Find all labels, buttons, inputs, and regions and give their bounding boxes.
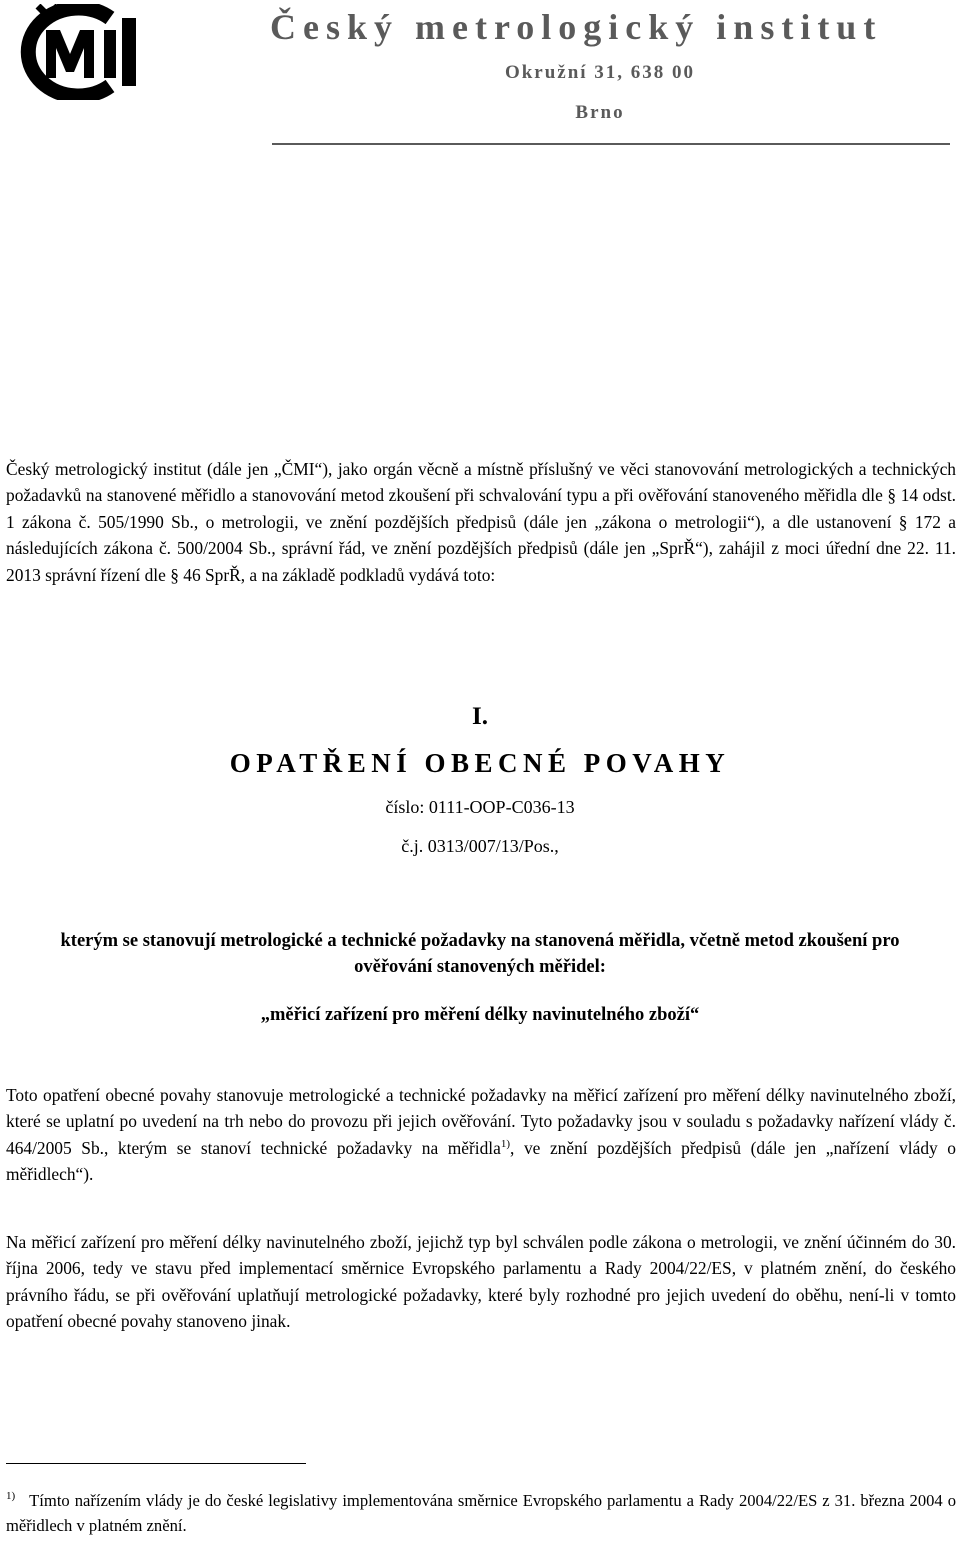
subject-statement [0, 928, 960, 980]
footnote [6, 1488, 956, 1538]
footnote-divider [6, 1463, 306, 1464]
section-number: I. [472, 703, 488, 730]
body-paragraph-1-text-cont: , ve znění pozdějších předpisů (dále jen „nařízení vlády o měřidlech“). [6, 1137, 956, 1185]
cmi-logo [6, 4, 138, 100]
body-paragraph-1 [6, 1082, 956, 1188]
address-city: Brno [575, 102, 625, 123]
footnote-text: Tímto nařízením vlády je do české legislativy implementována směrnice Evropského parlamentu a Rady 2004/22/ES z 31. března 2004 o měřidlech v platném znění. [6, 1491, 956, 1535]
header-divider [272, 143, 950, 145]
document-number: číslo: 0111-OOP-C036-13 [385, 797, 575, 817]
body-paragraph-1-text: Toto opatření obecné povahy stanovuje metrologické a technické požadavky na měřicí zařízení pro měření délky navinutelného zboží, které se uplatní po uvedení na trh nebo do provozu při jejich ověřování. Tyto požadavky jsou v souladu s požadavky nařízení vlády č. 464/2005 Sb., kterým se stanoví technické požadavky na měřidla [6, 1085, 956, 1158]
subject-text: kterým se stanovují metrologické a technické požadavky na stanovená měřidla, včetně metod zkoušení pro ověřování stanovených měřidel: [60, 931, 900, 977]
intro-paragraph: Český metrologický institut (dále jen „ČMI“), jako orgán věcně a místně příslušný ve věci stanovování metrologických a technických požadavků na stanovené měřidlo a stanovování metod zkoušení při schvalování typu a při ověřování stanoveného měřidla dle § 14 odst. 1 zákona č. 505/1990 Sb., o metrologii, ve znění pozdějších předpisů (dále jen „zákona o metrologii“), a dle ustanovení § 172 a následujících zákona č. 500/2004 Sb., správní řád, ve znění pozdějších předpisů (dále jen „SprŘ“), zahájil z moci úřední dne 22. 11. 2013 správní řízení dle § 46 SprŘ, a na základě podkladů vydává toto: [6, 459, 956, 585]
body-paragraph-2: Na měřicí zařízení pro měření délky navinutelného zboží, jejichž typ byl schválen podle zákona o metrologii, ve znění účinném do 30. října 2006, tedy ve stavu před implementací směrnice Evropského parlamentu a Rady 2004/22/ES, v platném znění, do českého právního řádu, se při ověřování uplatňují metrologické požadavky, které byly rozhodné pro jejich uvedení do oběhu, není-li v tomto opatření obecné povahy stanoveno jinak. [6, 1232, 956, 1332]
footnote-reference[interactable]: 1) [500, 1137, 511, 1150]
section-title: OPATŘENÍ OBECNÉ POVAHY [229, 748, 731, 778]
address-street: Okružní 31, 638 00 [504, 62, 696, 83]
device-name: „měřicí zařízení pro měření délky navinutelného zboží“ [260, 1005, 700, 1025]
footnote-mark: 1) [6, 1490, 16, 1502]
reference-number: č.j. 0313/007/13/Pos., [401, 836, 559, 856]
institution-title: Český metrologický institut [270, 7, 883, 47]
